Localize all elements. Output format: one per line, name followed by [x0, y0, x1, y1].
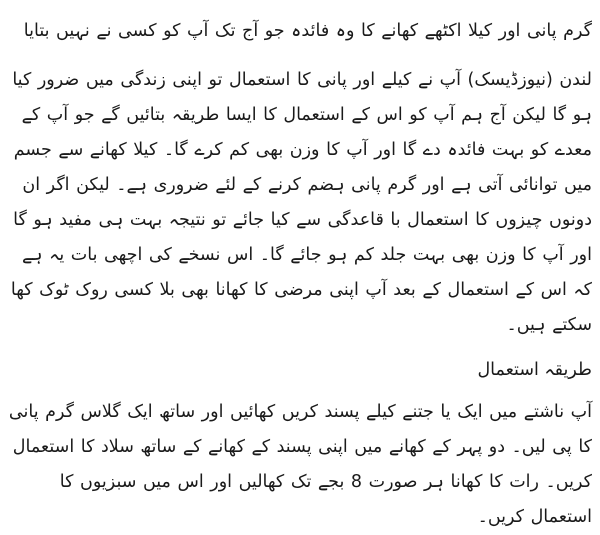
body-paragraph-main: لندن (نیوزڈیسک) آپ نے کیلے اور پانی کا استعمال تو اپنی زندگی میں ضرور کیا ہو گا لیکن آج ہم آپ کو اس کے استعمال کا ایسا طریقہ بتائیں گے جو آپ کے معدے کو بہت فائدہ دے گا اور آپ کا وزن بھی کم کرے گا۔ کیلا کھانے سے جسم میں توانائی آتی ہے اور گرم پانی ہضم کرنے کے لئے ضروری ہے۔ لیکن اگر ان دونوں چیزوں کا استعمال با قاعدگی سے کیا جائے تو نتیجہ بہت ہی مفید ہو گا اور آپ کا وزن بھی بہت جلد کم ہو جائے گا۔ اس نسخے کی اچھی بات یہ ہے کہ اس کے استعمال کے بعد آپ اپنی مرضی کا کھانا بھی بلا کسی روک ٹوک کھا سکتے ہیں۔ — [10, 70, 592, 335]
body-paragraph-usage: آپ ناشتے میں ایک یا جتنے کیلے پسند کریں کھائیں اور ساتھ ایک گلاس گرم پانی کا پی لیں۔ دو پہر کے کھانے میں اپنی پسند کے کھانے کے ساتھ سلاد کا استعمال کریں۔ رات کا کھانا ہر صورت 8 بجے تک کھالیں اور اس میں سبزیوں کا استعمال کریں۔ — [8, 402, 592, 527]
section-heading: طریقہ استعمال — [477, 360, 592, 380]
lead-paragraph: گرم پانی اور کیلا اکٹھے کھانے کا وہ فائدہ جو آج تک آپ کو کسی نے نہیں بتایا — [23, 21, 592, 41]
article-body — [8, 14, 592, 535]
